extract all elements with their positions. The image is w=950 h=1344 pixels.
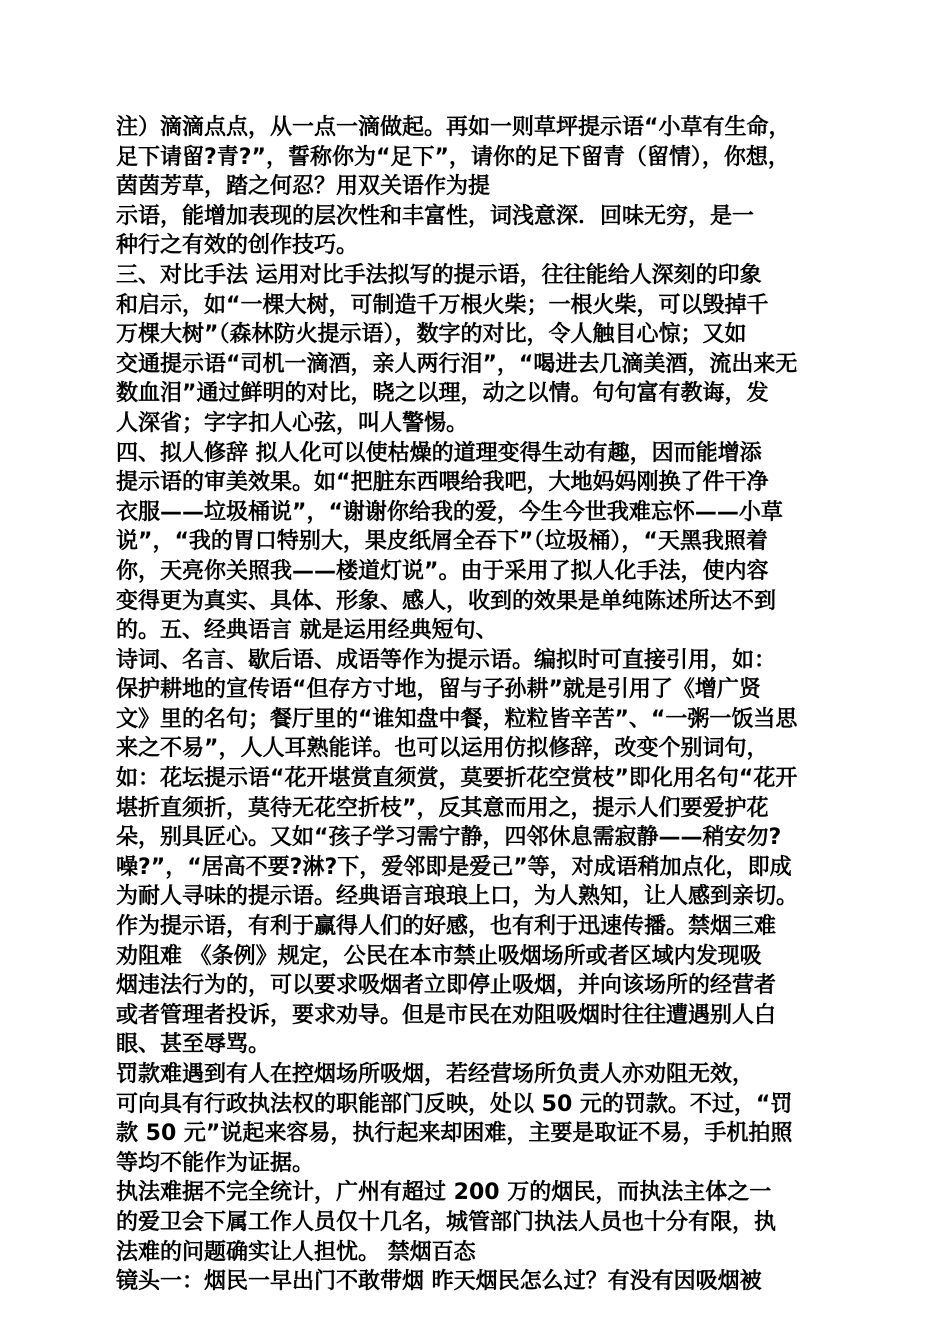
text-line: 执法难据不完全统计，广州有超过 200 万的烟民，而执法主体之一: [116, 1180, 772, 1206]
text-line: 说”，“我的胃口特别大，果皮纸屑全吞下”（垃圾桶），“天黑我照着: [116, 529, 768, 555]
text-line: 如：花坛提示语“花开堪赏直须赏，莫要折花空赏枝”即化用名句“花开: [116, 766, 798, 792]
text-line: 等均不能作为证据。: [116, 1150, 315, 1176]
text-line: 可向具有行政执法权的职能部门反映，处以 50 元的罚款。不过，“罚: [116, 1091, 793, 1117]
text-line: 人深省；字字扣人心弦，叫人警惕。: [116, 410, 469, 436]
text-line: 来之不易”，人人耳熟能详。也可以运用仿拟修辞，改变个别词句，: [116, 736, 769, 762]
text-line: 眼、甚至辱骂。: [116, 1032, 271, 1058]
text-line: 文》里的名句；餐厅里的“谁知盘中餐，粒粒皆辛苦”、“一粥一饭当思: [116, 706, 798, 732]
text-line: 衣服——垃圾桶说”，“谢谢你给我的爱，今生今世我难忘怀——小草: [116, 499, 783, 525]
text-line: 罚款难遇到有人在控烟场所吸烟，若经营场所负责人亦劝阻无效，: [116, 1062, 755, 1087]
text-line: 诗词、名言、歇后语、成语等作为提示语。编拟时可直接引用，如：: [116, 647, 777, 673]
text-line: 茵茵芳草，踏之何忍？用双关语作为提: [116, 174, 491, 200]
text-line: 三、对比手法 运用对比手法拟写的提示语，往往能给人深刻的印象: [116, 262, 762, 288]
text-line: 镜头一：烟民一早出门不敢带烟 昨天烟民怎么过？有没有因吸烟被: [116, 1269, 762, 1295]
text-line: 注）滴滴点点，从一点一滴做起。再如一则草坪提示语“小草有生命，: [116, 115, 791, 140]
text-line: 和启示，如“一棵大树，可制造千万根火柴；一根火柴，可以毁掉千: [116, 292, 769, 318]
text-line: 足下请留?青?”，誓称你为“足下”，请你的足下留青（留情），你想，: [116, 144, 790, 170]
text-line: 噪?”，“居高不要?淋?下，爱邻即是爱己”等，对成语稍加点化，即成: [116, 854, 792, 880]
text-line: 作为提示语，有利于赢得人们的好感，也有利于迅速传播。禁烟三难: [116, 914, 777, 940]
text-line: 为耐人寻味的提示语。经典语言琅琅上口，为人熟知，让人感到亲切。: [116, 884, 799, 910]
document-body: [116, 113, 856, 1297]
text-line: 或者管理者投诉，要求劝导。但是市民在劝阻吸烟时往往遭遇别人白: [116, 1002, 777, 1028]
text-line: 四、拟人修辞 拟人化可以使枯燥的道理变得生动有趣，因而能增添: [116, 440, 762, 466]
text-line: 的。五、经典语言 就是运用经典短句、: [116, 618, 498, 644]
text-line: 的爱卫会下属工作人员仅十几名，城管部门执法人员也十分有限，执: [116, 1209, 777, 1235]
text-line: 示语，能增加表现的层次性和丰富性，词浅意深．回味无穷，是一: [116, 203, 755, 229]
text-line: 变得更为真实、具体、形象、感人，收到的效果是单纯陈述所达不到: [116, 588, 777, 614]
text-line: 提示语的审美效果。如“把脏东西喂给我吧，大地妈妈刚换了件干净: [116, 470, 769, 496]
text-line: 朵，别具匠心。又如“孩子学习需宁静，四邻休息需寂静——稍安勿?: [116, 825, 782, 851]
text-line: 种行之有效的创作技巧。: [116, 233, 359, 259]
text-line: 你，天亮你关照我——楼道灯说”。由于采用了拟人化手法，使内容: [116, 558, 769, 584]
text-line: 万棵大树”（森林防火提示语），数字的对比，令人触目心惊；又如: [116, 322, 747, 348]
text-line: 劝阻难 《条例》规定，公民在本市禁止吸烟场所或者区域内发现吸: [116, 943, 762, 969]
text-line: 款 50 元”说起来容易，执行起来却困难，主要是取证不易，手机拍照: [116, 1121, 793, 1147]
text-line: 堪折直须折，莫待无花空折枝”，反其意而用之，提示人们要爱护花: [116, 795, 769, 821]
text-line: 交通提示语“司机一滴酒，亲人两行泪”，“喝进去几滴美酒，流出来无: [116, 351, 798, 377]
text-line: 保护耕地的宣传语“但存方寸地，留与子孙耕”就是引用了《增广贤: [116, 677, 761, 703]
text-line: 数血泪”通过鲜明的对比，晓之以理，动之以情。句句富有教诲，发: [116, 381, 769, 407]
text-line: 法难的问题确实让人担忧。 禁烟百态: [116, 1239, 476, 1265]
text-line: 烟违法行为的，可以要求吸烟者立即停止吸烟，并向该场所的经营者: [116, 973, 777, 999]
